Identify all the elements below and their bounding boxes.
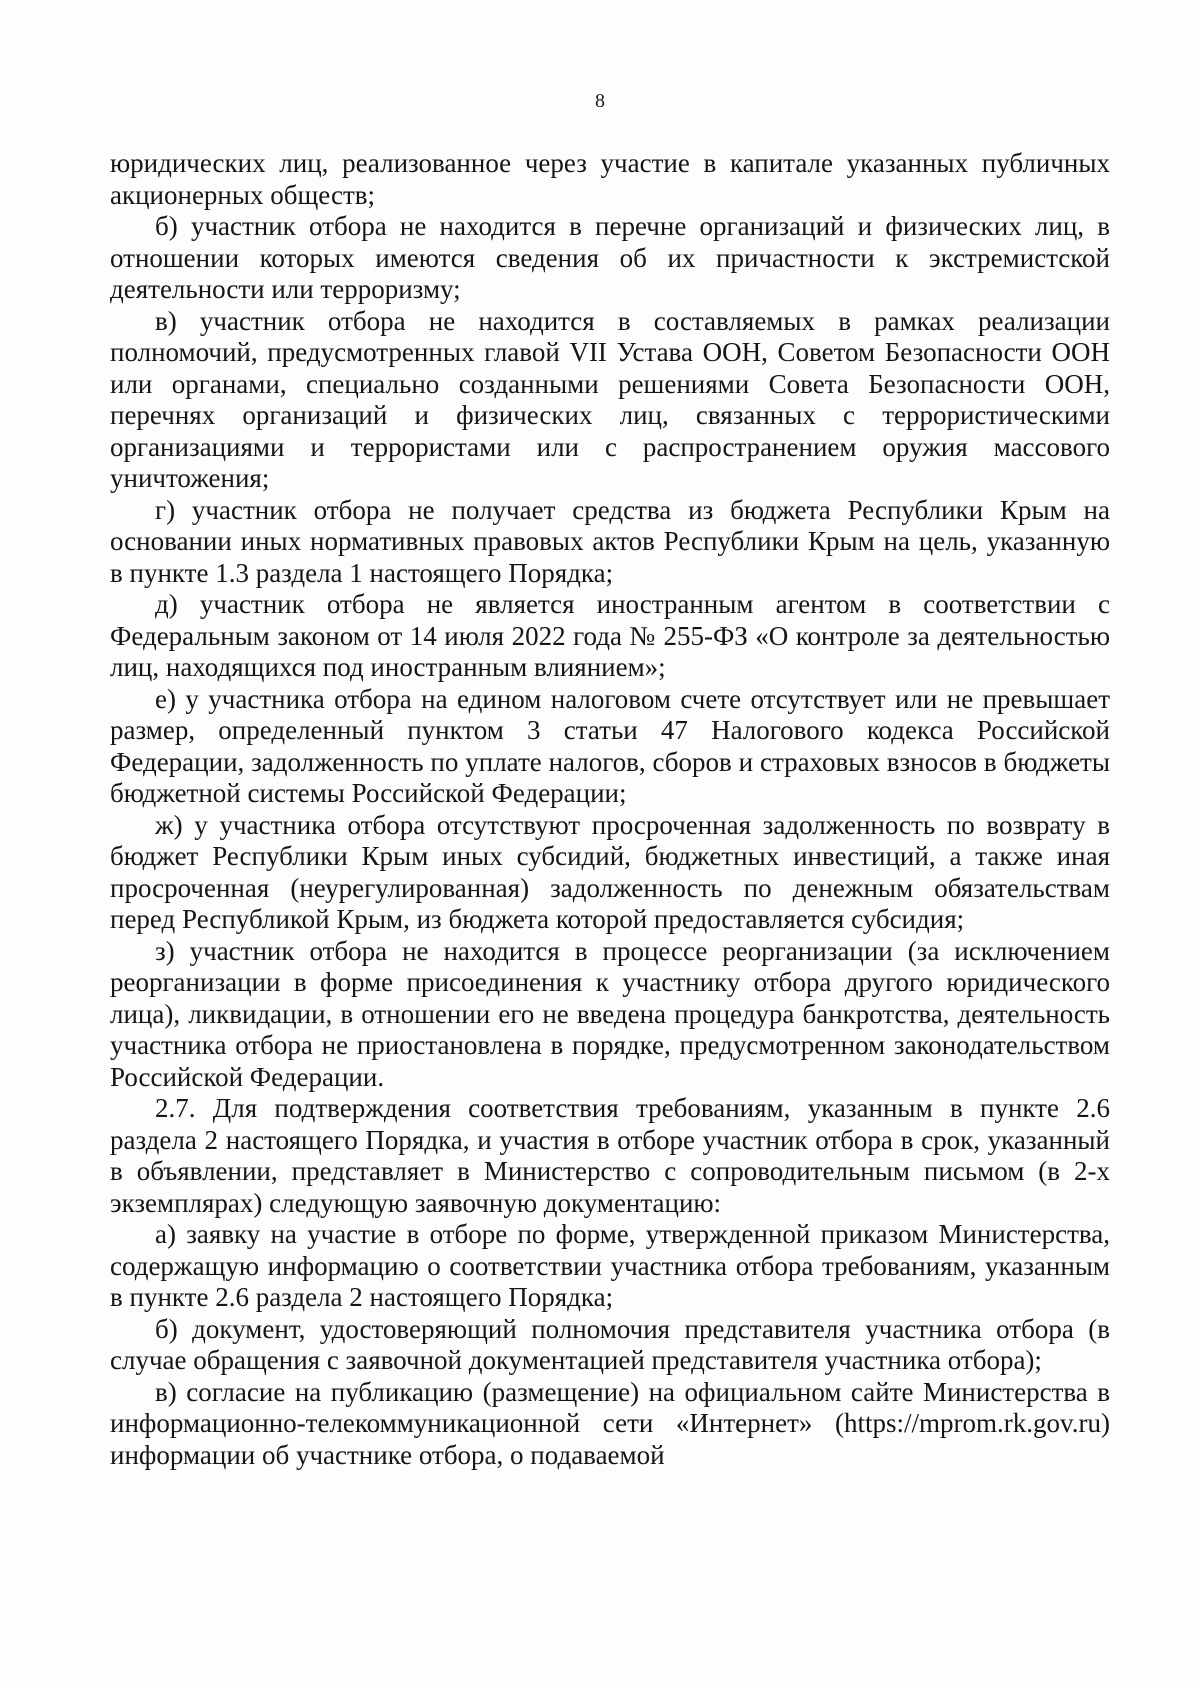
document-body (110, 148, 1110, 1471)
paragraph-section-2-7: 2.7. Для подтверждения соответствия требованиям, указанным в пункте 2.6 раздела 2 настоящего Порядка, и участия в отборе участник отбора в срок, указанный в объявлении, представляет в Министерство с сопроводительным письмом (в 2-х экземплярах) следующую заявочную документацию: (110, 1093, 1110, 1218)
paragraph-item-v: в) участник отбора не находится в составляемых в рамках реализации полномочий, предусмотренных главой VII Устава ООН, Советом Безопасности ООН или органами, специально созданными решениями Совета Безопасности ООН, перечнях организаций и физических лиц, связанных с террористическими организациями и террористами или с распространением оружия массового уничтожения; (110, 305, 1110, 493)
paragraph-item-zh: ж) у участника отбора отсутствуют просроченная задолженность по возврату в бюджет Республики Крым иных субсидий, бюджетных инвестиций, а также иная просроченная (неурегулированная) задолженность по денежным обязательствам перед Республикой Крым, из бюджета которой предоставляется субсидия; (110, 809, 1110, 934)
paragraph-item-e: е) у участника отбора на едином налоговом счете отсутствует или не превышает размер, определенный пунктом 3 статьи 47 Налогового кодекса Российской Федерации, задолженность по уплате налогов, сборов и страховых взносов в бюджеты бюджетной системы Российской Федерации; (110, 683, 1110, 808)
paragraph-item-b-2: б) документ, удостоверяющий полномочия представителя участника отбора (в случае обращения с заявочной документацией представителя участника отбора); (110, 1313, 1110, 1375)
paragraph-item-d: д) участник отбора не является иностранным агентом в соответствии с Федеральным законом от 14 июля 2022 года № 255-ФЗ «О контроле за деятельностью лиц, находящихся под иностранным влиянием»; (110, 589, 1110, 682)
paragraph-continuation: юридических лиц, реализованное через участие в капитале указанных публичных акционерных обществ; (110, 148, 1110, 210)
paragraph-item-b: б) участник отбора не находится в перечне организаций и физических лиц, в отношении которых имеются сведения об их причастности к экстремистской деятельности или терроризму; (110, 211, 1110, 304)
paragraph-item-v-2: в) согласие на публикацию (размещение) на официальном сайте Министерства в информационно-телекоммуникационной сети «Интернет» (https://mprom.rk.gov.ru) информации об участнике отбора, о подаваемой (110, 1376, 1110, 1470)
paragraph-item-g: г) участник отбора не получает средства из бюджета Республики Крым на основании иных нормативных правовых актов Республики Крым на цель, указанную в пункте 1.3 раздела 1 настоящего Порядка; (110, 494, 1110, 588)
paragraph-item-a: а) заявку на участие в отборе по форме, утвержденной приказом Министерства, содержащую информацию о соответствии участника отбора требованиям, указанным в пункте 2.6 раздела 2 настоящего Порядка; (110, 1219, 1110, 1312)
paragraph-item-z: з) участник отбора не находится в процессе реорганизации (за исключением реорганизации в форме присоединения к участнику отбора другого юридического лица), ликвидации, в отношении его не введена процедура банкротства, деятельность участника отбора не приостановлена в порядке, предусмотренном законодательством Российской Федерации. (110, 935, 1110, 1092)
page-number: 8 (595, 90, 605, 112)
